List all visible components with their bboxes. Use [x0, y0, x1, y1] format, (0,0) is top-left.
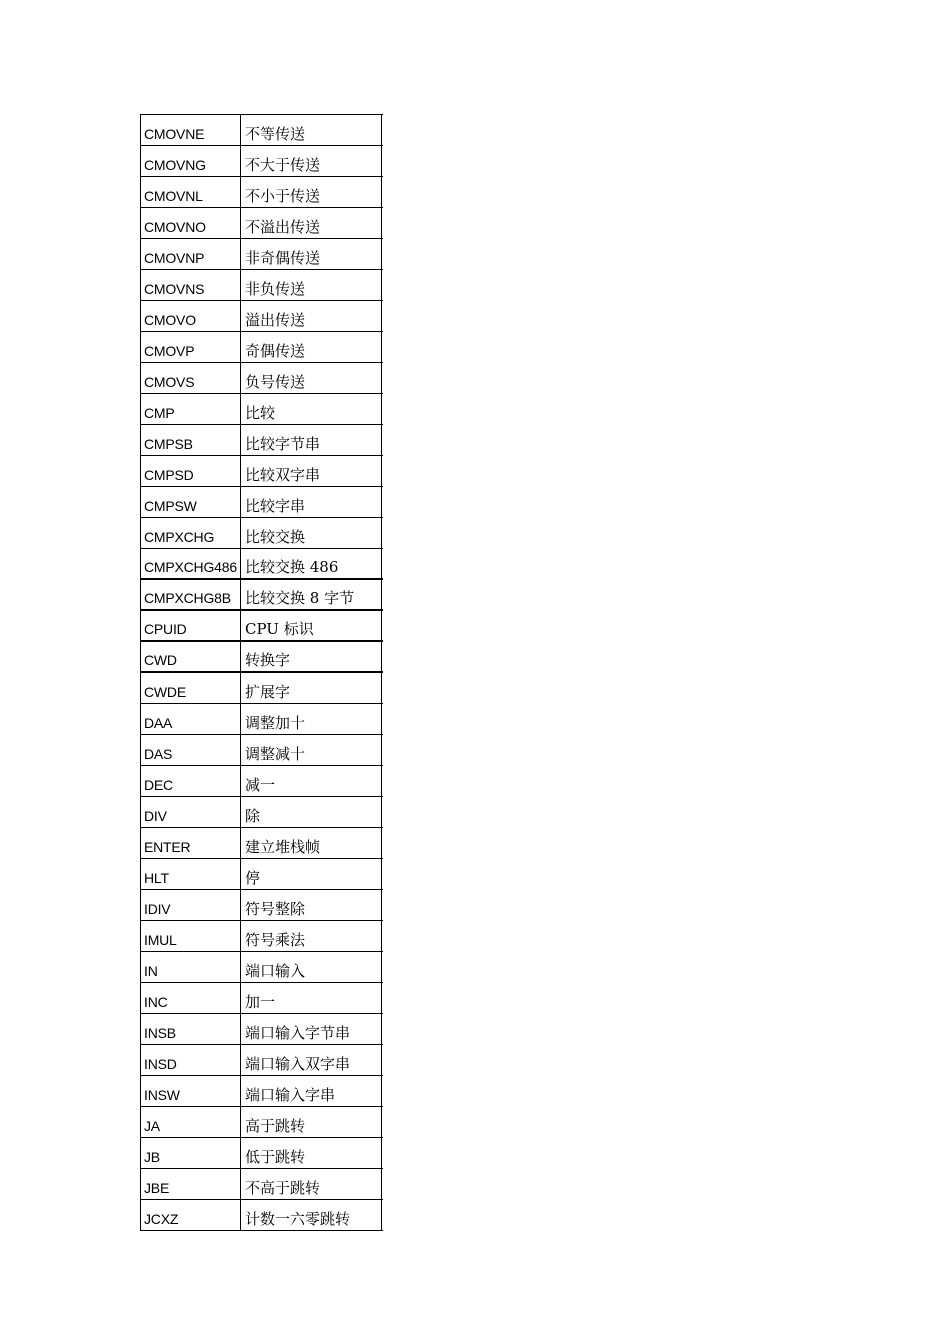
description-cell: 比较交换 8 字节 [241, 580, 382, 609]
table-row [141, 177, 383, 208]
description-cell: 端口输入 [241, 952, 382, 982]
table-row [141, 456, 383, 487]
mnemonic-cell: IMUL [141, 921, 241, 951]
description-cell: 停 [241, 859, 382, 889]
table-row [141, 146, 383, 177]
description-cell: 比较交换 486 [241, 549, 382, 578]
description-cell: 转换字 [241, 642, 382, 671]
description-cell: 扩展字 [241, 673, 382, 703]
mnemonic-cell: CMOVNO [141, 208, 241, 238]
table-row [141, 611, 383, 642]
table-row [141, 1045, 383, 1076]
mnemonic-cell: CMOVP [141, 332, 241, 362]
mnemonic-cell: HLT [141, 859, 241, 889]
table-row [141, 425, 383, 456]
description-cell: 非奇偶传送 [241, 239, 382, 269]
description-cell: 不溢出传送 [241, 208, 382, 238]
mnemonic-cell: CWDE [141, 673, 241, 703]
description-cell: 非负传送 [241, 270, 382, 300]
table-row [141, 921, 383, 952]
mnemonic-cell: CMOVS [141, 363, 241, 393]
mnemonic-cell: ENTER [141, 828, 241, 858]
description-cell: 不等传送 [241, 115, 382, 145]
mnemonic-cell: CMPXCHG [141, 518, 241, 548]
instruction-table [140, 114, 383, 1231]
table-row [141, 673, 383, 704]
description-cell: 比较 [241, 394, 382, 424]
table-row [141, 487, 383, 518]
description-cell: 符号乘法 [241, 921, 382, 951]
table-row [141, 518, 383, 549]
description-cell: 比较字串 [241, 487, 382, 517]
description-cell: 高于跳转 [241, 1107, 382, 1137]
mnemonic-cell: CMPXCHG486 [141, 549, 241, 578]
mnemonic-cell: DAS [141, 735, 241, 765]
description-cell: 不大于传送 [241, 146, 382, 176]
table-row [141, 301, 383, 332]
mnemonic-cell: JBE [141, 1169, 241, 1199]
description-cell: 不小于传送 [241, 177, 382, 207]
description-cell: 调整减十 [241, 735, 382, 765]
mnemonic-cell: CMOVNP [141, 239, 241, 269]
description-cell: 比较交换 [241, 518, 382, 548]
table-row [141, 549, 383, 580]
table-row [141, 363, 383, 394]
mnemonic-cell: INC [141, 983, 241, 1013]
description-cell: 溢出传送 [241, 301, 382, 331]
description-cell: 奇偶传送 [241, 332, 382, 362]
table-row [141, 1014, 383, 1045]
table-row [141, 735, 383, 766]
table-row [141, 797, 383, 828]
mnemonic-cell: JB [141, 1138, 241, 1168]
table-row [141, 859, 383, 890]
mnemonic-cell: INSD [141, 1045, 241, 1075]
description-cell: 低于跳转 [241, 1138, 382, 1168]
mnemonic-cell: CMPSB [141, 425, 241, 455]
table-row [141, 766, 383, 797]
description-cell: 减一 [241, 766, 382, 796]
mnemonic-cell: CMOVNE [141, 115, 241, 145]
table-row [141, 239, 383, 270]
description-cell: 比较字节串 [241, 425, 382, 455]
description-cell: 端口输入双字串 [241, 1045, 382, 1075]
description-cell: 比较双字串 [241, 456, 382, 486]
mnemonic-cell: CMPSD [141, 456, 241, 486]
table-row [141, 394, 383, 425]
mnemonic-cell: CMOVO [141, 301, 241, 331]
table-row [141, 332, 383, 363]
description-cell: 建立堆栈帧 [241, 828, 382, 858]
mnemonic-cell: JA [141, 1107, 241, 1137]
description-cell: CPU 标识 [241, 611, 382, 640]
table-row [141, 1107, 383, 1138]
table-row [141, 208, 383, 239]
table-row [141, 270, 383, 301]
mnemonic-cell: CPUID [141, 611, 241, 640]
table-row [141, 704, 383, 735]
table-row [141, 828, 383, 859]
description-cell: 加一 [241, 983, 382, 1013]
mnemonic-cell: CMOVNS [141, 270, 241, 300]
mnemonic-cell: JCXZ [141, 1200, 241, 1230]
table-row [141, 580, 383, 611]
table-row [141, 1169, 383, 1200]
description-cell: 端口输入字串 [241, 1076, 382, 1106]
description-cell: 计数一六零跳转 [241, 1200, 382, 1230]
mnemonic-cell: CMOVNG [141, 146, 241, 176]
table-row [141, 1138, 383, 1169]
mnemonic-cell: DAA [141, 704, 241, 734]
description-cell: 负号传送 [241, 363, 382, 393]
mnemonic-cell: CMP [141, 394, 241, 424]
table-row [141, 983, 383, 1014]
mnemonic-cell: CMPXCHG8B [141, 580, 241, 609]
mnemonic-cell: DIV [141, 797, 241, 827]
mnemonic-cell: CMOVNL [141, 177, 241, 207]
description-cell: 端口输入字节串 [241, 1014, 382, 1044]
table-row [141, 1200, 383, 1231]
description-cell: 除 [241, 797, 382, 827]
mnemonic-cell: CMPSW [141, 487, 241, 517]
description-cell: 不高于跳转 [241, 1169, 382, 1199]
table-row [141, 642, 383, 673]
description-cell: 符号整除 [241, 890, 382, 920]
mnemonic-cell: CWD [141, 642, 241, 671]
table-row [141, 952, 383, 983]
table-row [141, 890, 383, 921]
mnemonic-cell: IN [141, 952, 241, 982]
mnemonic-cell: IDIV [141, 890, 241, 920]
mnemonic-cell: DEC [141, 766, 241, 796]
table-row [141, 115, 383, 146]
table-row [141, 1076, 383, 1107]
mnemonic-cell: INSB [141, 1014, 241, 1044]
mnemonic-cell: INSW [141, 1076, 241, 1106]
description-cell: 调整加十 [241, 704, 382, 734]
